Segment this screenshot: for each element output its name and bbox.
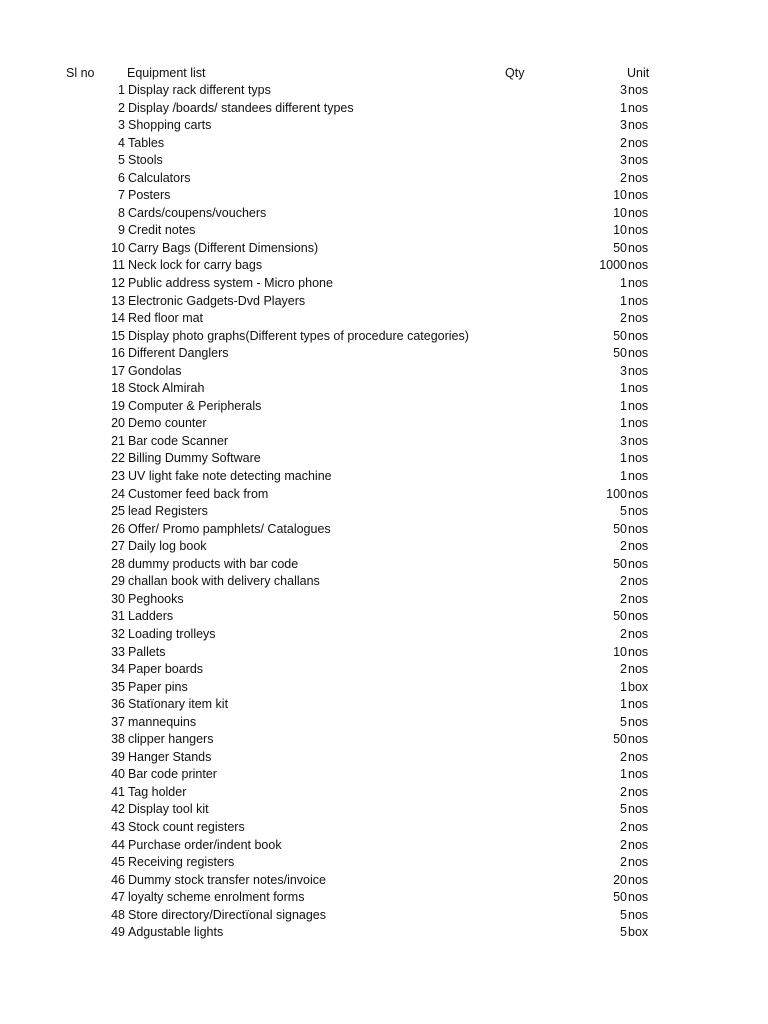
row-equipment-name: Neck lock for carry bags [128, 258, 263, 273]
row-number: 18 [111, 381, 125, 396]
row-unit: nos [628, 153, 649, 168]
row-number: 4 [118, 135, 125, 150]
row-number: 21 [111, 433, 125, 448]
row-equipment-name: Ladders [128, 609, 174, 624]
table-row [0, 257, 768, 275]
row-number: 24 [111, 486, 125, 501]
row-unit: nos [628, 802, 649, 817]
row-number: 13 [111, 293, 125, 308]
row-unit: box [628, 679, 649, 694]
table-row [0, 240, 768, 258]
row-qty: 50 [613, 556, 627, 571]
row-qty: 1 [620, 398, 627, 413]
row-unit: nos [628, 398, 649, 413]
row-number: 17 [111, 363, 125, 378]
row-qty: 10 [613, 205, 627, 220]
row-equipment-name: Calculators [128, 170, 191, 185]
row-number: 39 [111, 749, 125, 764]
table-row [0, 363, 768, 381]
row-equipment-name: Cards/coupens/vouchers [128, 205, 267, 220]
table-row [0, 696, 768, 714]
row-number: 8 [118, 205, 125, 220]
row-number: 14 [111, 311, 125, 326]
row-unit: nos [628, 416, 649, 431]
row-number: 29 [111, 574, 125, 589]
row-qty: 3 [620, 83, 627, 97]
row-qty: 2 [620, 135, 627, 150]
row-equipment-name: Billing Dummy Software [128, 451, 261, 466]
row-qty: 50 [613, 890, 627, 905]
table-row [0, 556, 768, 574]
row-qty: 2 [620, 749, 627, 764]
row-unit: nos [628, 363, 649, 378]
row-unit: nos [628, 83, 649, 97]
row-qty: 2 [620, 170, 627, 185]
header-equipment-list: Equipment list [127, 66, 206, 80]
row-equipment-name: Red floor mat [128, 311, 204, 326]
row-number: 28 [111, 556, 125, 571]
row-qty: 2 [620, 837, 627, 852]
table-row [0, 170, 768, 188]
row-equipment-name: Adgustable lights [128, 925, 224, 940]
table-row [0, 801, 768, 819]
row-unit: nos [628, 381, 649, 396]
row-equipment-name: Stock count registers [128, 819, 245, 834]
row-qty: 1 [620, 679, 627, 694]
row-number: 9 [118, 223, 125, 238]
table-row [0, 521, 768, 539]
table-row [0, 766, 768, 784]
row-unit: nos [628, 574, 649, 589]
table-row [0, 872, 768, 890]
row-unit: nos [628, 591, 649, 606]
row-qty: 2 [620, 626, 627, 641]
row-number: 20 [111, 416, 125, 431]
table-row [0, 486, 768, 504]
row-unit: box [628, 925, 649, 940]
row-equipment-name: Dummy stock transfer notes/invoice [128, 872, 326, 887]
row-qty: 50 [613, 732, 627, 747]
row-equipment-name: Tag holder [128, 784, 187, 799]
row-qty: 5 [620, 907, 627, 922]
row-equipment-name: loyalty scheme enrolment forms [128, 890, 305, 905]
table-row [0, 626, 768, 644]
row-number: 35 [111, 679, 125, 694]
row-equipment-name: Store directory/Directïonal signages [128, 907, 327, 922]
row-qty: 2 [620, 539, 627, 554]
row-qty: 3 [620, 433, 627, 448]
row-unit: nos [628, 837, 649, 852]
table-row [0, 205, 768, 223]
row-unit: nos [628, 311, 649, 326]
row-unit: nos [628, 223, 649, 238]
table-row [0, 749, 768, 767]
table-header [0, 64, 768, 82]
table-row [0, 854, 768, 872]
table-row [0, 644, 768, 662]
table-row [0, 433, 768, 451]
row-number: 5 [118, 153, 125, 168]
row-unit: nos [628, 784, 649, 799]
row-unit: nos [628, 644, 649, 659]
row-equipment-name: Computer & Peripherals [128, 398, 262, 413]
row-equipment-name: Credit notes [128, 223, 196, 238]
row-equipment-name: Pallets [128, 644, 166, 659]
table-row [0, 222, 768, 240]
table-row [0, 573, 768, 591]
row-qty: 3 [620, 363, 627, 378]
row-number: 19 [111, 398, 125, 413]
row-qty: 2 [620, 591, 627, 606]
row-qty: 2 [620, 819, 627, 834]
row-unit: nos [628, 240, 649, 255]
row-unit: nos [628, 767, 649, 782]
table-row [0, 398, 768, 416]
row-number: 49 [111, 925, 125, 940]
row-equipment-name: Different Danglers [128, 346, 229, 361]
row-unit: nos [628, 293, 649, 308]
row-unit: nos [628, 188, 649, 203]
row-qty: 5 [620, 504, 627, 519]
table-row [0, 907, 768, 925]
row-qty: 2 [620, 855, 627, 870]
table-row [0, 819, 768, 837]
table-row [0, 275, 768, 293]
row-number: 44 [111, 837, 125, 852]
row-equipment-name: Display photo graphs(Different types of procedure categories) [128, 328, 469, 343]
table-row [0, 100, 768, 118]
row-qty: 3 [620, 118, 627, 133]
row-equipment-name: Bar code printer [128, 767, 217, 782]
header-qty: Qty [505, 66, 525, 80]
row-qty: 1 [620, 100, 627, 115]
table-row [0, 187, 768, 205]
row-unit: nos [628, 872, 649, 887]
row-equipment-name: Statïonary item kit [128, 697, 229, 712]
row-number: 32 [111, 626, 125, 641]
row-unit: nos [628, 135, 649, 150]
row-unit: nos [628, 469, 649, 484]
row-unit: nos [628, 662, 649, 677]
row-unit: nos [628, 907, 649, 922]
row-number: 30 [111, 591, 125, 606]
row-equipment-name: Peghooks [128, 591, 184, 606]
row-qty: 10 [613, 188, 627, 203]
row-unit: nos [628, 521, 649, 536]
row-number: 31 [111, 609, 125, 624]
table-row [0, 889, 768, 907]
row-qty: 2 [620, 574, 627, 589]
row-qty: 50 [613, 240, 627, 255]
row-qty: 1 [620, 416, 627, 431]
row-equipment-name: Electronic Gadgets-Dvd Players [128, 293, 306, 308]
table-row [0, 328, 768, 346]
header-unit: Unit [627, 66, 650, 80]
row-qty: 5 [620, 714, 627, 729]
row-unit: nos [628, 714, 649, 729]
row-number: 10 [111, 240, 125, 255]
row-qty: 10 [613, 223, 627, 238]
row-qty: 3 [620, 153, 627, 168]
row-qty: 2 [620, 311, 627, 326]
row-number: 25 [111, 504, 125, 519]
row-unit: nos [628, 504, 649, 519]
table-row [0, 310, 768, 328]
table-row [0, 591, 768, 609]
row-unit: nos [628, 170, 649, 185]
row-equipment-name: Offer/ Promo pamphlets/ Catalogues [128, 521, 331, 536]
row-number: 34 [111, 662, 125, 677]
row-equipment-name: Public address system - Micro phone [128, 276, 333, 291]
table-row [0, 679, 768, 697]
row-unit: nos [628, 539, 649, 554]
row-qty: 5 [620, 802, 627, 817]
row-unit: nos [628, 732, 649, 747]
row-qty: 1 [620, 276, 627, 291]
row-unit: nos [628, 328, 649, 343]
row-equipment-name: Display /boards/ standees different types [128, 100, 354, 115]
row-qty: 1 [620, 697, 627, 712]
row-qty: 50 [613, 609, 627, 624]
table-row [0, 503, 768, 521]
row-qty: 1 [620, 469, 627, 484]
row-unit: nos [628, 451, 649, 466]
row-qty: 50 [613, 328, 627, 343]
equipment-rows [0, 82, 768, 942]
table-row [0, 661, 768, 679]
row-qty: 5 [620, 925, 627, 940]
row-number: 48 [111, 907, 125, 922]
table-row [0, 731, 768, 749]
row-number: 22 [111, 451, 125, 466]
table-row [0, 924, 768, 942]
row-unit: nos [628, 819, 649, 834]
row-unit: nos [628, 433, 649, 448]
row-number: 27 [111, 539, 125, 554]
row-equipment-name: Stock Almirah [128, 381, 205, 396]
row-unit: nos [628, 890, 649, 905]
row-number: 16 [111, 346, 125, 361]
row-equipment-name: Paper pins [128, 679, 188, 694]
row-number: 26 [111, 521, 125, 536]
table-row [0, 82, 768, 100]
row-unit: nos [628, 749, 649, 764]
row-number: 6 [118, 170, 125, 185]
row-equipment-name: Carry Bags (Different Dimensions) [128, 240, 319, 255]
table-row [0, 345, 768, 363]
table-row [0, 837, 768, 855]
table-row [0, 293, 768, 311]
row-equipment-name: Purchase order/indent book [128, 837, 282, 852]
row-equipment-name: clipper hangers [128, 732, 214, 747]
row-equipment-name: Receiving registers [128, 855, 235, 870]
row-qty: 50 [613, 521, 627, 536]
row-unit: nos [628, 855, 649, 870]
table-row [0, 152, 768, 170]
row-unit: nos [628, 205, 649, 220]
row-qty: 1 [620, 451, 627, 466]
row-equipment-name: Demo counter [128, 416, 207, 431]
row-number: 42 [111, 802, 125, 817]
row-unit: nos [628, 556, 649, 571]
row-equipment-name: Gondolas [128, 363, 182, 378]
row-qty: 20 [613, 872, 627, 887]
row-unit: nos [628, 626, 649, 641]
row-equipment-name: UV light fake note detecting machine [128, 469, 332, 484]
row-number: 15 [111, 328, 125, 343]
table-row [0, 415, 768, 433]
row-equipment-name: challan book with delivery challans [128, 574, 320, 589]
row-number: 11 [112, 258, 125, 273]
table-row [0, 608, 768, 626]
row-equipment-name: Tables [128, 135, 165, 150]
row-unit: nos [628, 346, 649, 361]
row-equipment-name: mannequins [128, 714, 197, 729]
row-equipment-name: Shopping carts [128, 118, 212, 133]
row-equipment-name: Hanger Stands [128, 749, 212, 764]
row-number: 36 [111, 697, 125, 712]
row-number: 41 [111, 784, 125, 799]
table-row [0, 117, 768, 135]
table-row [0, 538, 768, 556]
row-number: 40 [111, 767, 125, 782]
row-number: 3 [118, 118, 125, 133]
row-equipment-name: lead Registers [128, 504, 208, 519]
row-unit: nos [628, 258, 649, 273]
row-qty: 1 [620, 767, 627, 782]
row-unit: nos [628, 697, 649, 712]
row-equipment-name: Posters [128, 188, 171, 203]
row-number: 37 [111, 714, 125, 729]
row-qty: 10 [613, 644, 627, 659]
row-number: 23 [111, 469, 125, 484]
row-qty: 50 [613, 346, 627, 361]
row-equipment-name: dummy products with bar code [128, 556, 299, 571]
row-qty: 1 [620, 381, 627, 396]
row-equipment-name: Display rack different typs [128, 83, 271, 97]
row-equipment-name: Paper boards [128, 662, 204, 677]
row-equipment-name: Stools [128, 153, 163, 168]
row-equipment-name: Customer feed back from [128, 486, 269, 501]
row-qty: 1 [620, 293, 627, 308]
row-qty: 2 [620, 662, 627, 677]
header-sl-no: Sl no [66, 66, 95, 80]
row-number: 1 [118, 83, 125, 97]
row-equipment-name: Daily log book [128, 539, 207, 554]
row-number: 38 [111, 732, 125, 747]
table-row [0, 784, 768, 802]
row-number: 12 [111, 276, 125, 291]
row-number: 45 [111, 855, 125, 870]
row-number: 43 [111, 819, 125, 834]
table-row [0, 380, 768, 398]
table-row [0, 468, 768, 486]
row-unit: nos [628, 609, 649, 624]
row-unit: nos [628, 276, 649, 291]
row-number: 33 [111, 644, 125, 659]
row-number: 46 [111, 872, 125, 887]
row-qty: 2 [620, 784, 627, 799]
row-equipment-name: Display tool kit [128, 802, 209, 817]
row-equipment-name: Bar code Scanner [128, 433, 229, 448]
table-row [0, 714, 768, 732]
row-equipment-name: Loading trolleys [128, 626, 216, 641]
row-unit: nos [628, 118, 649, 133]
row-unit: nos [628, 486, 649, 501]
table-row [0, 135, 768, 153]
row-qty: 1000 [599, 258, 627, 273]
row-unit: nos [628, 100, 649, 115]
table-row [0, 450, 768, 468]
row-number: 7 [118, 188, 125, 203]
row-number: 47 [111, 890, 125, 905]
row-number: 2 [118, 100, 125, 115]
row-qty: 100 [606, 486, 627, 501]
